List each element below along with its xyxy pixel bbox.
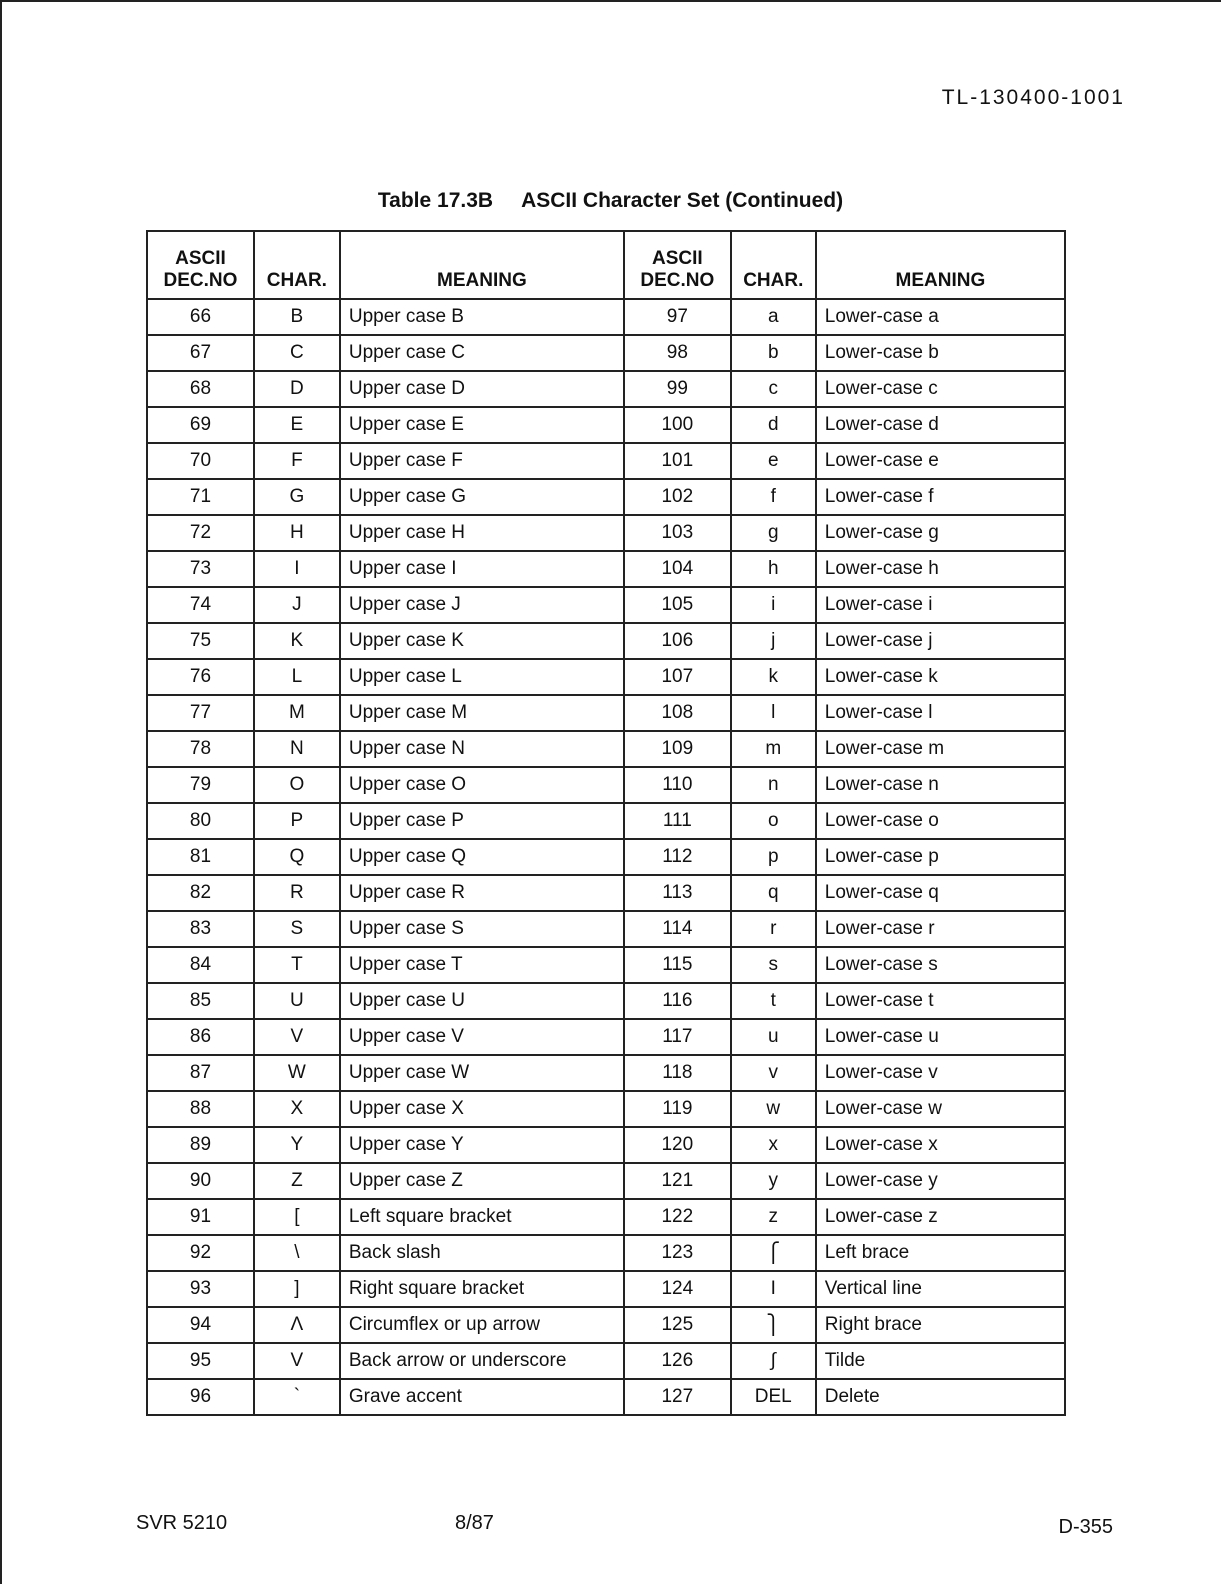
meaning-cell: Lower-case w	[816, 1091, 1065, 1127]
char-cell: ⎧	[731, 1235, 816, 1271]
meaning-cell: Upper case X	[340, 1091, 624, 1127]
header-dec-right: ASCII DEC.NO	[624, 231, 731, 299]
char-cell: B	[254, 299, 340, 335]
char-cell: c	[731, 371, 816, 407]
char-cell: x	[731, 1127, 816, 1163]
meaning-cell: Lower-case k	[816, 659, 1065, 695]
dec-code-cell: 127	[624, 1379, 731, 1415]
char-cell: J	[254, 587, 340, 623]
dec-code-cell: 124	[624, 1271, 731, 1307]
dec-code-cell: 113	[624, 875, 731, 911]
meaning-cell: Upper case N	[340, 731, 624, 767]
dec-code-cell: 90	[147, 1163, 254, 1199]
char-cell: M	[254, 695, 340, 731]
char-cell: `	[254, 1379, 340, 1415]
meaning-cell: Upper case F	[340, 443, 624, 479]
meaning-cell: Lower-case e	[816, 443, 1065, 479]
dec-code-cell: 117	[624, 1019, 731, 1055]
dec-code-cell: 84	[147, 947, 254, 983]
table-row	[147, 875, 1065, 911]
char-cell: u	[731, 1019, 816, 1055]
meaning-cell: Back slash	[340, 1235, 624, 1271]
meaning-cell: Upper case R	[340, 875, 624, 911]
table-row	[147, 371, 1065, 407]
table-row	[147, 659, 1065, 695]
dec-code-cell: 92	[147, 1235, 254, 1271]
char-cell: s	[731, 947, 816, 983]
meaning-cell: Upper case K	[340, 623, 624, 659]
ascii-table	[146, 230, 1066, 1416]
meaning-cell: Right brace	[816, 1307, 1065, 1343]
dec-code-cell: 77	[147, 695, 254, 731]
meaning-cell: Upper case D	[340, 371, 624, 407]
dec-code-cell: 106	[624, 623, 731, 659]
table-row	[147, 1235, 1065, 1271]
char-cell: Λ	[254, 1307, 340, 1343]
table-row	[147, 1199, 1065, 1235]
document-id: TL-130400-1001	[941, 86, 1125, 109]
meaning-cell: Lower-case a	[816, 299, 1065, 335]
dec-code-cell: 72	[147, 515, 254, 551]
dec-code-cell: 120	[624, 1127, 731, 1163]
meaning-cell: Lower-case j	[816, 623, 1065, 659]
char-cell: z	[731, 1199, 816, 1235]
dec-code-cell: 67	[147, 335, 254, 371]
dec-code-cell: 83	[147, 911, 254, 947]
char-cell: i	[731, 587, 816, 623]
table-row	[147, 515, 1065, 551]
dec-code-cell: 105	[624, 587, 731, 623]
meaning-cell: Upper case W	[340, 1055, 624, 1091]
meaning-cell: Lower-case n	[816, 767, 1065, 803]
char-cell: U	[254, 983, 340, 1019]
meaning-cell: Vertical line	[816, 1271, 1065, 1307]
char-cell: r	[731, 911, 816, 947]
dec-code-cell: 96	[147, 1379, 254, 1415]
char-cell: o	[731, 803, 816, 839]
dec-code-cell: 91	[147, 1199, 254, 1235]
char-cell: t	[731, 983, 816, 1019]
dec-code-cell: 78	[147, 731, 254, 767]
char-cell: h	[731, 551, 816, 587]
meaning-cell: Left brace	[816, 1235, 1065, 1271]
meaning-cell: Upper case S	[340, 911, 624, 947]
meaning-cell: Upper case L	[340, 659, 624, 695]
table-row	[147, 695, 1065, 731]
meaning-cell: Upper case Q	[340, 839, 624, 875]
table-row	[147, 407, 1065, 443]
table-row	[147, 1055, 1065, 1091]
dec-code-cell: 104	[624, 551, 731, 587]
dec-code-cell: 71	[147, 479, 254, 515]
dec-code-cell: 110	[624, 767, 731, 803]
dec-code-cell: 70	[147, 443, 254, 479]
char-cell: I	[254, 551, 340, 587]
char-cell: p	[731, 839, 816, 875]
meaning-cell: Lower-case h	[816, 551, 1065, 587]
meaning-cell: Lower-case d	[816, 407, 1065, 443]
char-cell: K	[254, 623, 340, 659]
table-row	[147, 947, 1065, 983]
footer-date: 8/87	[455, 1512, 494, 1534]
dec-code-cell: 73	[147, 551, 254, 587]
char-cell: Z	[254, 1163, 340, 1199]
meaning-cell: Upper case I	[340, 551, 624, 587]
dec-code-cell: 111	[624, 803, 731, 839]
dec-code-cell: 118	[624, 1055, 731, 1091]
char-cell: S	[254, 911, 340, 947]
meaning-cell: Lower-case v	[816, 1055, 1065, 1091]
header-dec-left: ASCII DEC.NO	[147, 231, 254, 299]
char-cell: C	[254, 335, 340, 371]
meaning-cell: Upper case Y	[340, 1127, 624, 1163]
table-row	[147, 623, 1065, 659]
char-cell: Q	[254, 839, 340, 875]
meaning-cell: Left square bracket	[340, 1199, 624, 1235]
meaning-cell: Tilde	[816, 1343, 1065, 1379]
dec-code-cell: 119	[624, 1091, 731, 1127]
char-cell: DEL	[731, 1379, 816, 1415]
char-cell: T	[254, 947, 340, 983]
meaning-cell: Lower-case g	[816, 515, 1065, 551]
dec-code-cell: 126	[624, 1343, 731, 1379]
page-edge-top	[0, 0, 1221, 2]
char-cell: v	[731, 1055, 816, 1091]
dec-code-cell: 87	[147, 1055, 254, 1091]
dec-code-cell: 102	[624, 479, 731, 515]
char-cell: f	[731, 479, 816, 515]
char-cell: X	[254, 1091, 340, 1127]
dec-code-cell: 116	[624, 983, 731, 1019]
footer-manual-id: SVR 5210	[136, 1512, 228, 1534]
dec-code-cell: 93	[147, 1271, 254, 1307]
header-char-left: CHAR.	[254, 231, 340, 299]
dec-code-cell: 114	[624, 911, 731, 947]
dec-code-cell: 75	[147, 623, 254, 659]
dec-code-cell: 68	[147, 371, 254, 407]
char-cell: g	[731, 515, 816, 551]
table-row	[147, 839, 1065, 875]
char-cell: F	[254, 443, 340, 479]
meaning-cell: Lower-case p	[816, 839, 1065, 875]
table-row	[147, 803, 1065, 839]
meaning-cell: Delete	[816, 1379, 1065, 1415]
meaning-cell: Circumflex or up arrow	[340, 1307, 624, 1343]
char-cell: \	[254, 1235, 340, 1271]
header-meaning-left: MEANING	[340, 231, 624, 299]
dec-code-cell: 79	[147, 767, 254, 803]
dec-code-cell: 69	[147, 407, 254, 443]
char-cell: j	[731, 623, 816, 659]
meaning-cell: Upper case B	[340, 299, 624, 335]
meaning-cell: Lower-case t	[816, 983, 1065, 1019]
char-cell: k	[731, 659, 816, 695]
table-row	[147, 1091, 1065, 1127]
char-cell: V	[254, 1019, 340, 1055]
table-row	[147, 551, 1065, 587]
dec-code-cell: 125	[624, 1307, 731, 1343]
table-row	[147, 1379, 1065, 1415]
dec-code-cell: 98	[624, 335, 731, 371]
meaning-cell: Lower-case m	[816, 731, 1065, 767]
table-row	[147, 335, 1065, 371]
meaning-cell: Upper case M	[340, 695, 624, 731]
header-row	[147, 231, 1065, 299]
table-row	[147, 587, 1065, 623]
meaning-cell: Lower-case u	[816, 1019, 1065, 1055]
dec-code-cell: 97	[624, 299, 731, 335]
meaning-cell: Upper case G	[340, 479, 624, 515]
meaning-cell: Lower-case y	[816, 1163, 1065, 1199]
char-cell: m	[731, 731, 816, 767]
char-cell: V	[254, 1343, 340, 1379]
meaning-cell: Upper case U	[340, 983, 624, 1019]
dec-code-cell: 100	[624, 407, 731, 443]
dec-code-cell: 115	[624, 947, 731, 983]
meaning-cell: Upper case O	[340, 767, 624, 803]
meaning-cell: Upper case T	[340, 947, 624, 983]
meaning-cell: Upper case P	[340, 803, 624, 839]
dec-code-cell: 85	[147, 983, 254, 1019]
meaning-cell: Upper case C	[340, 335, 624, 371]
table-row	[147, 1019, 1065, 1055]
dec-code-cell: 123	[624, 1235, 731, 1271]
dec-code-cell: 99	[624, 371, 731, 407]
dec-code-cell: 95	[147, 1343, 254, 1379]
dec-code-cell: 81	[147, 839, 254, 875]
dec-code-cell: 94	[147, 1307, 254, 1343]
char-cell: a	[731, 299, 816, 335]
char-cell: e	[731, 443, 816, 479]
dec-code-cell: 74	[147, 587, 254, 623]
char-cell: P	[254, 803, 340, 839]
char-cell: N	[254, 731, 340, 767]
meaning-cell: Lower-case b	[816, 335, 1065, 371]
meaning-cell: Lower-case z	[816, 1199, 1065, 1235]
meaning-cell: Lower-case c	[816, 371, 1065, 407]
meaning-cell: Lower-case o	[816, 803, 1065, 839]
meaning-cell: Lower-case l	[816, 695, 1065, 731]
char-cell: d	[731, 407, 816, 443]
meaning-cell: Back arrow or underscore	[340, 1343, 624, 1379]
dec-code-cell: 108	[624, 695, 731, 731]
char-cell: E	[254, 407, 340, 443]
char-cell: n	[731, 767, 816, 803]
dec-code-cell: 86	[147, 1019, 254, 1055]
dec-code-cell: 82	[147, 875, 254, 911]
table-caption	[0, 189, 1221, 213]
meaning-cell: Lower-case f	[816, 479, 1065, 515]
char-cell: w	[731, 1091, 816, 1127]
page-edge-left	[0, 0, 2, 1584]
meaning-cell: Upper case J	[340, 587, 624, 623]
char-cell: D	[254, 371, 340, 407]
header-char-right: CHAR.	[731, 231, 816, 299]
char-cell: R	[254, 875, 340, 911]
dec-code-cell: 89	[147, 1127, 254, 1163]
dec-code-cell: 103	[624, 515, 731, 551]
table-row	[147, 731, 1065, 767]
dec-code-cell: 122	[624, 1199, 731, 1235]
char-cell: O	[254, 767, 340, 803]
char-cell: ]	[254, 1271, 340, 1307]
meaning-cell: Upper case Z	[340, 1163, 624, 1199]
meaning-cell: Lower-case x	[816, 1127, 1065, 1163]
dec-code-cell: 80	[147, 803, 254, 839]
meaning-cell: Lower-case q	[816, 875, 1065, 911]
footer-page-number: D-355	[1058, 1516, 1113, 1538]
dec-code-cell: 112	[624, 839, 731, 875]
meaning-cell: Upper case V	[340, 1019, 624, 1055]
char-cell: H	[254, 515, 340, 551]
meaning-cell: Upper case E	[340, 407, 624, 443]
table-row	[147, 1163, 1065, 1199]
meaning-cell: Lower-case s	[816, 947, 1065, 983]
dec-code-cell: 88	[147, 1091, 254, 1127]
dec-code-cell: 109	[624, 731, 731, 767]
meaning-cell: Lower-case i	[816, 587, 1065, 623]
meaning-cell: Grave accent	[340, 1379, 624, 1415]
dec-code-cell: 66	[147, 299, 254, 335]
char-cell: L	[254, 659, 340, 695]
char-cell: Y	[254, 1127, 340, 1163]
table-row	[147, 299, 1065, 335]
dec-code-cell: 107	[624, 659, 731, 695]
table-number: Table 17.3B	[377, 189, 494, 212]
table-row	[147, 767, 1065, 803]
table-row	[147, 1343, 1065, 1379]
table-row	[147, 443, 1065, 479]
char-cell: [	[254, 1199, 340, 1235]
meaning-cell: Lower-case r	[816, 911, 1065, 947]
table-row	[147, 983, 1065, 1019]
dec-code-cell: 121	[624, 1163, 731, 1199]
meaning-cell: Right square bracket	[340, 1271, 624, 1307]
table-row	[147, 479, 1065, 515]
dec-code-cell: 101	[624, 443, 731, 479]
char-cell: ∫	[731, 1343, 816, 1379]
table-row	[147, 1127, 1065, 1163]
char-cell: b	[731, 335, 816, 371]
table-row	[147, 1307, 1065, 1343]
char-cell: G	[254, 479, 340, 515]
meaning-cell: Upper case H	[340, 515, 624, 551]
table-row	[147, 1271, 1065, 1307]
header-meaning-right: MEANING	[816, 231, 1065, 299]
char-cell: y	[731, 1163, 816, 1199]
char-cell: ⎫	[731, 1307, 816, 1343]
char-cell: l	[731, 695, 816, 731]
char-cell: W	[254, 1055, 340, 1091]
table-title: ASCII Character Set (Continued)	[521, 189, 844, 212]
char-cell: I	[731, 1271, 816, 1307]
char-cell: q	[731, 875, 816, 911]
dec-code-cell: 76	[147, 659, 254, 695]
table-row	[147, 911, 1065, 947]
